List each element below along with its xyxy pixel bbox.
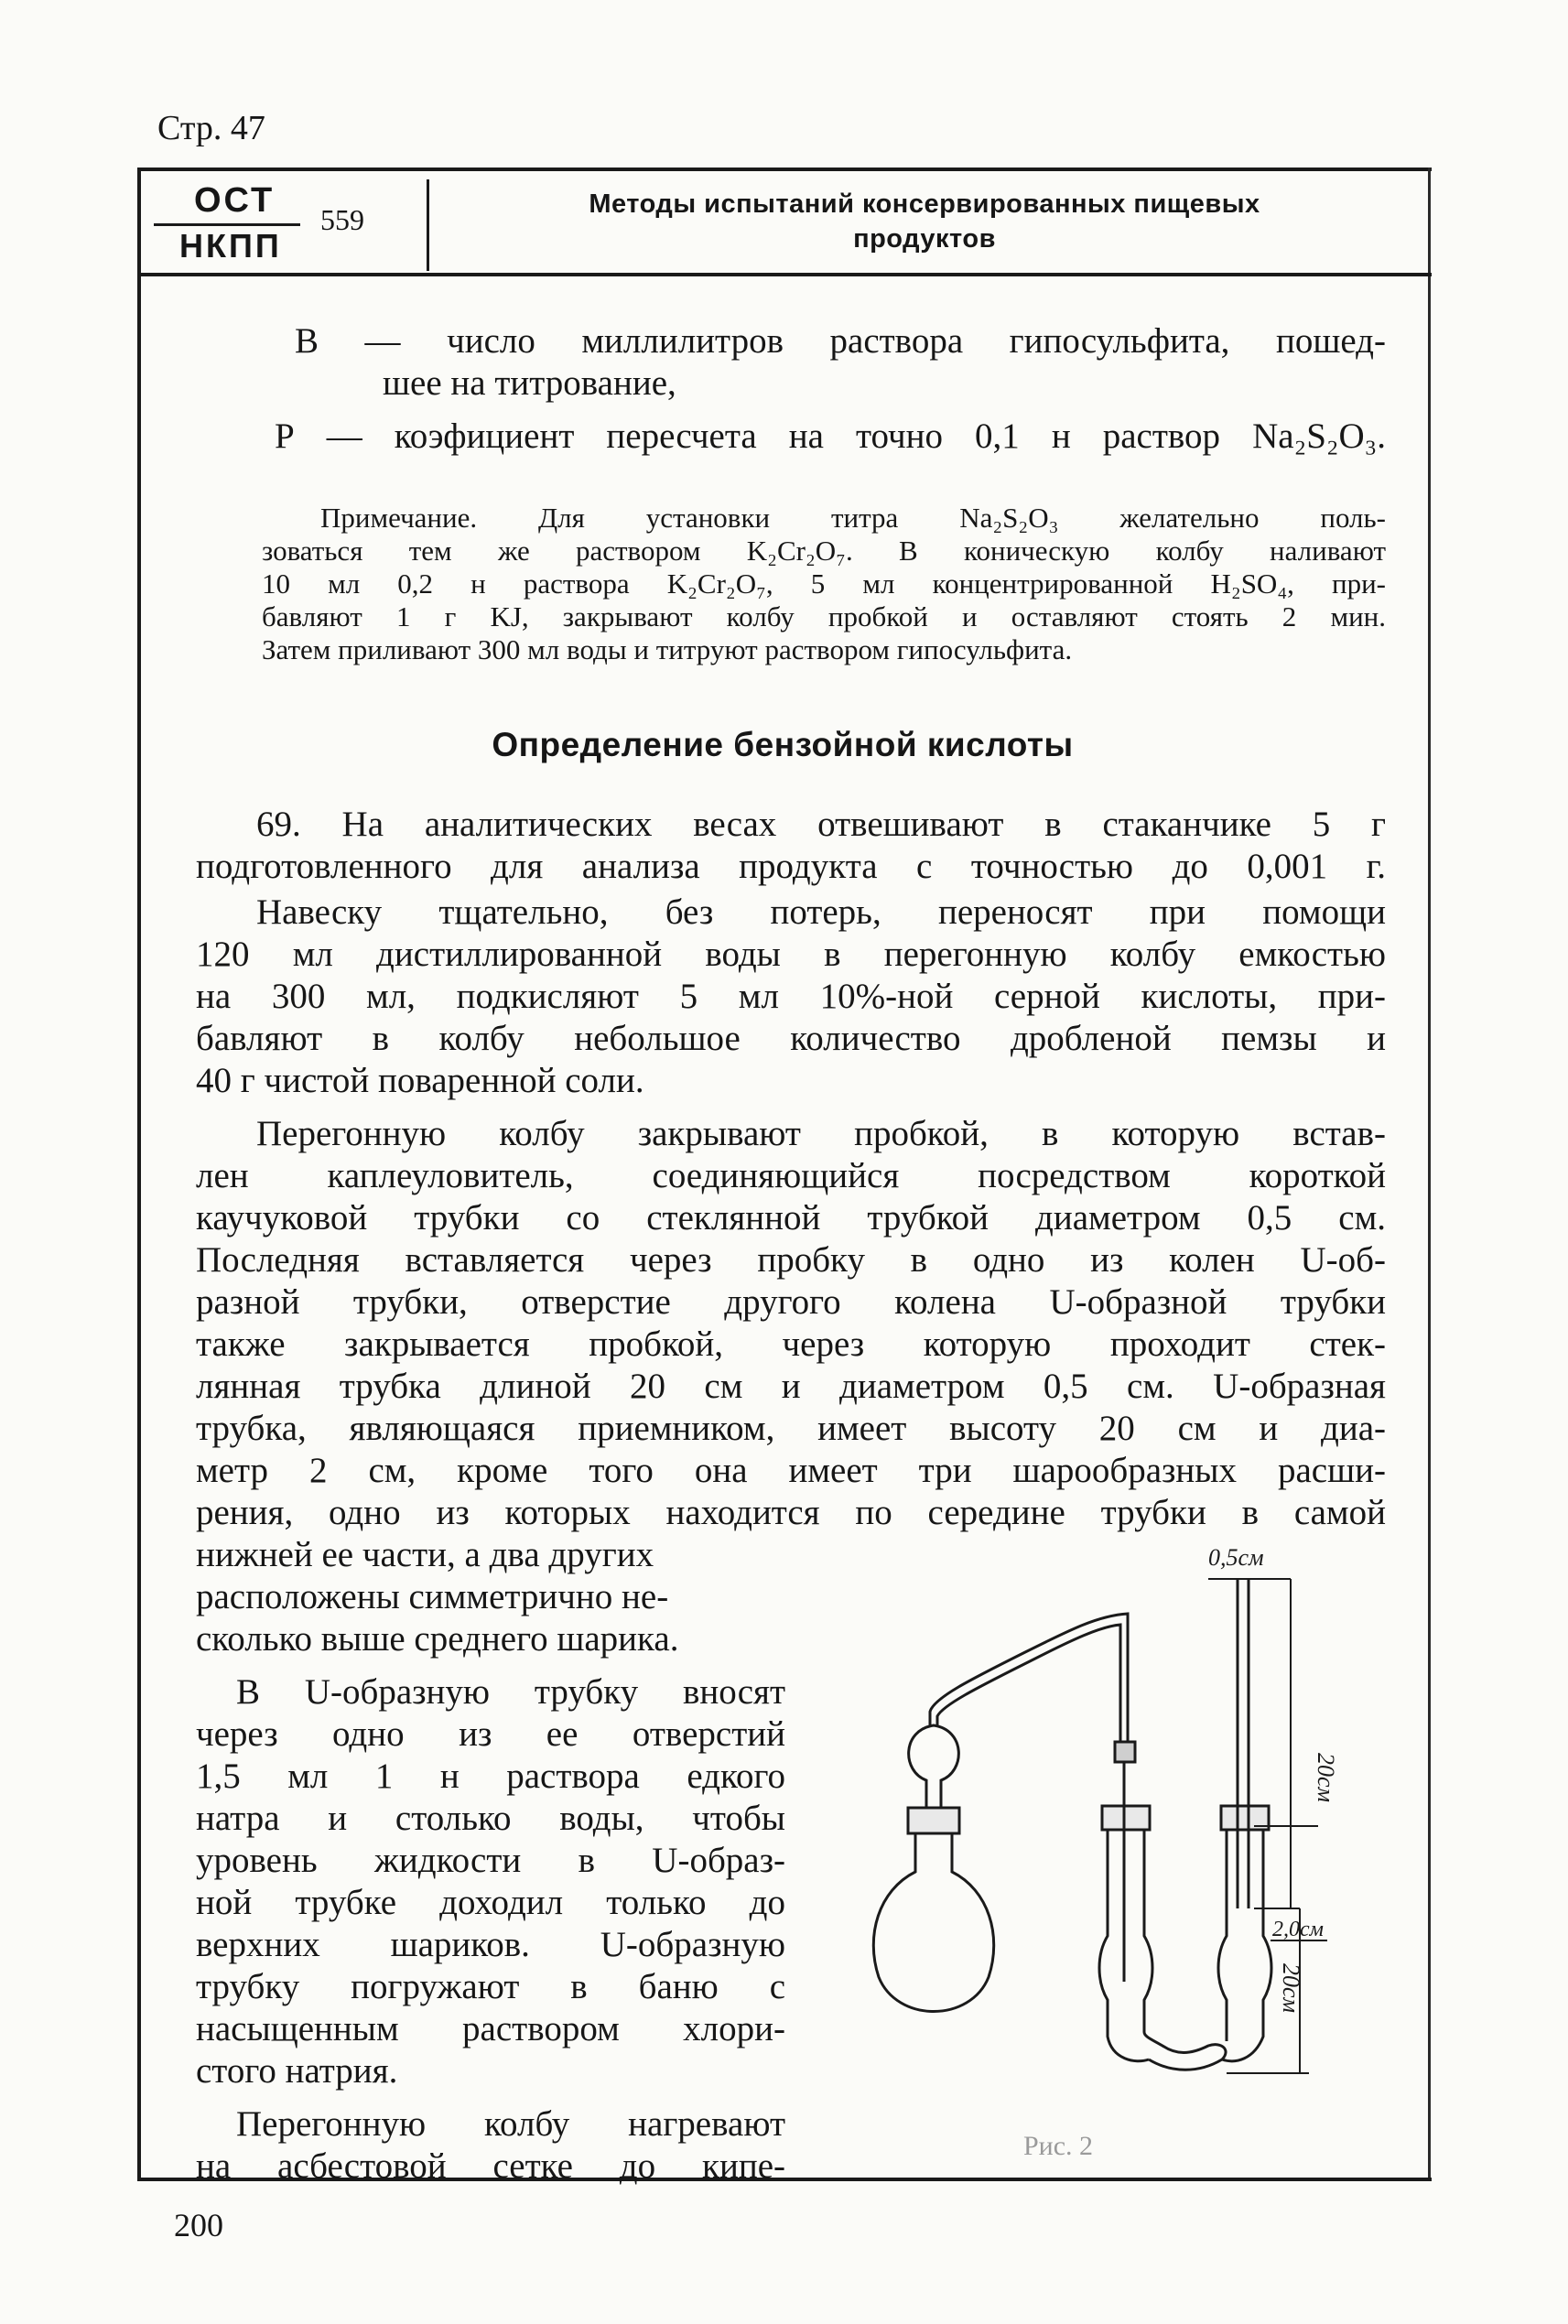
apparatus-figure xyxy=(860,1524,1339,2092)
header-rule xyxy=(139,273,1432,276)
paragraph-line: на 300 мл, подкисляют 5 мл 10%-ной серной кислоты, при- xyxy=(196,977,1386,1016)
standard-code-top: ОСТ xyxy=(194,181,276,220)
paragraph-line: В U-образную трубку вносят xyxy=(236,1672,785,1712)
paragraph-line: верхних шариков. U-образную xyxy=(196,1925,785,1964)
u-tube-right-arm-inner xyxy=(1218,1826,1227,2041)
paragraph-line: насыщенным раствором хлори- xyxy=(196,2009,785,2048)
page-label: Стр. 47 xyxy=(157,109,265,147)
dimension-label: 2,0см xyxy=(1272,1918,1324,1941)
note-line: Затем приливают 300 мл воды и титруют раствором гипосульфита. xyxy=(262,633,1073,665)
paragraph-line: 69. На аналитических весах отвешивают в стаканчике 5 г xyxy=(256,805,1386,844)
u-tube-bottom-bulb xyxy=(1144,2032,1226,2070)
frame-right-rule xyxy=(1428,168,1431,2181)
standard-code-bottom: НКПП xyxy=(179,227,282,265)
standard-number: 559 xyxy=(320,203,364,236)
paragraph-line: стого натрия. xyxy=(196,2051,398,2091)
definition-line: В — число миллилитров раствора гипосульфита, пошед- xyxy=(295,321,1386,361)
paragraph-line: сколько выше среднего шарика. xyxy=(196,1619,679,1659)
flask-stopper xyxy=(908,1808,959,1833)
paragraph-line: трубку погружают в баню с xyxy=(196,1967,785,2006)
section-heading: Определение бензойной кислоты xyxy=(492,726,1074,763)
frame-top-rule xyxy=(139,168,1432,171)
paragraph-line: нижней ее части, а два других xyxy=(196,1535,654,1574)
connecting-tube-inner xyxy=(937,1625,1120,1753)
rubber-joint xyxy=(1115,1742,1135,1762)
flask-body xyxy=(873,1831,993,2012)
paragraph-line: также закрывается пробкой, через которую проходит стек- xyxy=(196,1324,1386,1364)
note-line: 10 мл 0,2 н раствора K₂Cr₂O₇, 5 мл концентрированной H₂SO₄, при- xyxy=(262,567,1386,600)
page-number: 200 xyxy=(174,2207,223,2243)
dimension-label: 20см xyxy=(1278,1963,1304,2014)
paragraph-line: 120 мл дистиллированной воды в перегонную колбу емкостью xyxy=(196,935,1386,974)
paragraph-line: Перегонную колбу закрывают пробкой, в которую встав- xyxy=(256,1114,1386,1153)
standard-title xyxy=(513,187,1336,256)
u-tube-left-stopper xyxy=(1102,1806,1150,1830)
paragraph-line: Перегонную колбу нагревают xyxy=(236,2104,785,2144)
standard-code-fraction-line xyxy=(154,223,300,226)
definition-line: Р — коэфициент пересчета на точно 0,1 н раствор Na₂S₂O₃. xyxy=(275,416,1386,456)
figure-caption: Рис. 2 xyxy=(1023,2131,1094,2161)
note-line: Примечание. Для установки титра Na₂S₂O₃ желательно поль- xyxy=(320,502,1386,534)
paragraph-line: расположены симметрично не- xyxy=(196,1577,669,1616)
paragraph-line: бавляют в колбу небольшое количество дробленой пемзы и xyxy=(196,1019,1386,1058)
u-tube-left-arm-inner xyxy=(1144,1826,1152,2032)
paragraph-line: ной трубке доходил только до xyxy=(196,1883,785,1922)
drop-catcher xyxy=(909,1725,959,1808)
paragraph-line: на асбестовой сетке до кипе- xyxy=(196,2146,785,2186)
paragraph-line: уровень жидкости в U-образ- xyxy=(196,1841,785,1880)
paragraph-line: рения, одно из которых находится по середине трубки в самой xyxy=(196,1493,1386,1532)
u-tube-right-arm xyxy=(1222,1826,1271,2061)
paragraph-line: Последняя вставляется через пробку в одно из колен U-об- xyxy=(196,1240,1386,1280)
frame-left-rule xyxy=(137,168,141,2181)
connecting-tube xyxy=(930,1614,1128,1753)
note-line: зоваться тем же раствором K₂Cr₂O₇. В коническую колбу наливают xyxy=(262,535,1386,567)
paragraph-line: метр 2 см, кроме того она имеет три шарообразных расши- xyxy=(196,1451,1386,1490)
standard-title-line: продуктов xyxy=(853,224,996,254)
dimension-label: 20см xyxy=(1313,1753,1339,1803)
note-line: бавляют 1 г KJ, закрывают колбу пробкой и оставляют стоять 2 мин. xyxy=(262,600,1386,632)
paragraph-line: 1,5 мл 1 н раствора едкого xyxy=(196,1757,785,1796)
header-divider xyxy=(427,179,429,271)
paragraph-line: 40 г чистой поваренной соли. xyxy=(196,1061,644,1100)
standard-title-line: Методы испытаний консервированных пищевых xyxy=(589,189,1260,219)
definition-line: шее на титрование, xyxy=(383,363,676,403)
paragraph-line: подготовленного для анализа продукта с точностью до 0,001 г. xyxy=(196,847,1386,886)
paragraph-line: лянная трубка длиной 20 см и диаметром 0,5 см. U-образная xyxy=(196,1367,1386,1406)
paragraph-line: лен каплеуловитель, соединяющийся посредством короткой xyxy=(196,1156,1386,1195)
paragraph-line: натра и столько воды, чтобы xyxy=(196,1799,785,1838)
paragraph-line: трубка, являющаяся приемником, имеет высоту 20 см и диа- xyxy=(196,1409,1386,1448)
dimension-label: 0,5см xyxy=(1208,1544,1264,1571)
paragraph-line: каучуковой трубки со стеклянной трубкой диаметром 0,5 см. xyxy=(196,1198,1386,1238)
paragraph-line: разной трубки, отверстие другого колена U-образной трубки xyxy=(196,1282,1386,1322)
paragraph-line: Навеску тщательно, без потерь, переносят при помощи xyxy=(256,892,1386,932)
paragraph-line: через одно из ее отверстий xyxy=(196,1714,785,1754)
